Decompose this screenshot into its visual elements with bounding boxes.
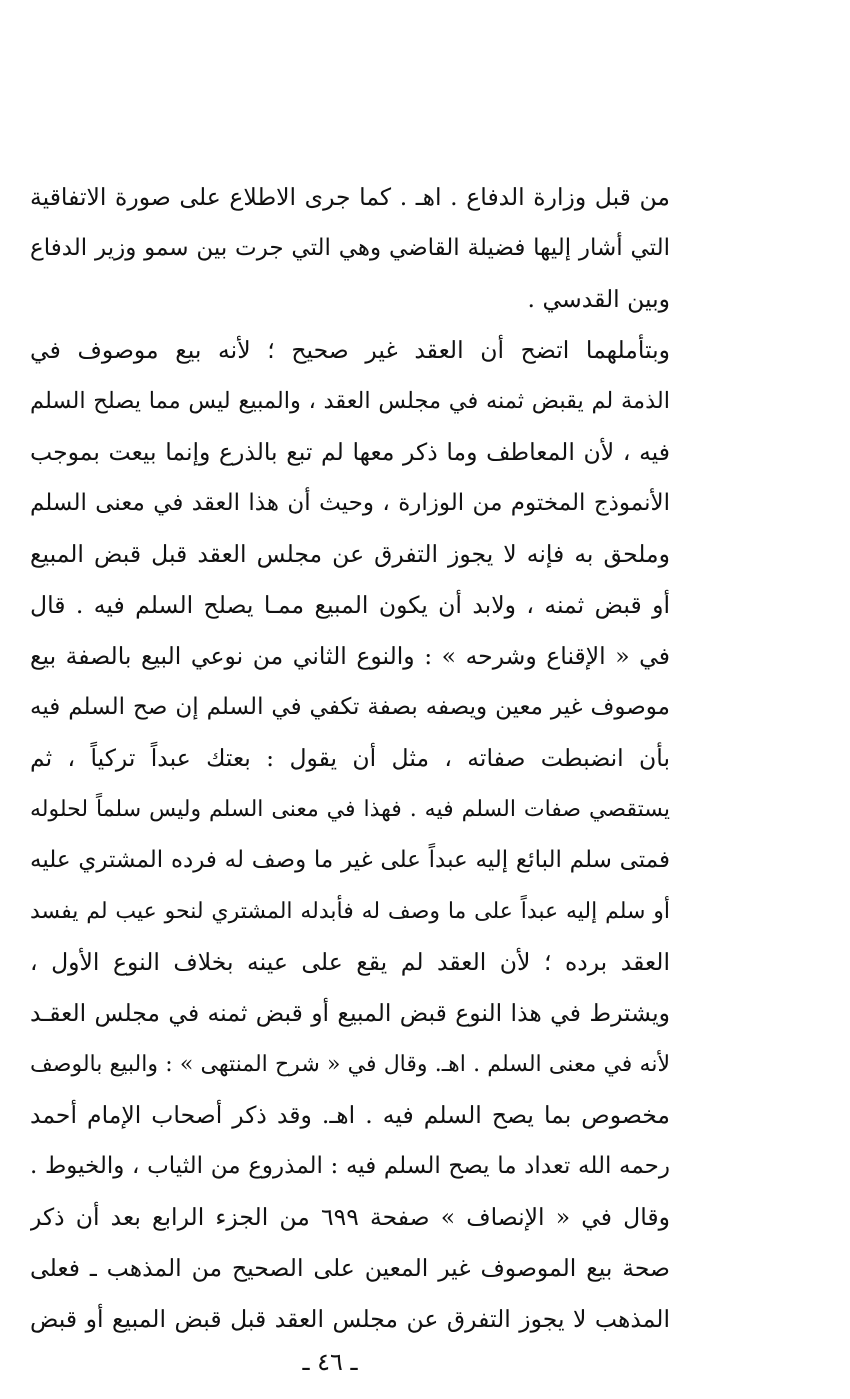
text-line: أو سلم إليه عبداً على ما وصف له فأبدله المشتري لنحو عيب لم يفسد <box>30 899 670 924</box>
text-line: مخصوص بما يصح السلم فيه . اهـ. وقد ذكر أصحاب الإمام أحمد <box>30 1101 670 1129</box>
text-line: وقال في « الإنصاف » صفحة ٦٩٩ من الجزء الرابع بعد أن ذكر <box>30 1203 670 1231</box>
text-line: من قبل وزارة الدفاع . اهـ . كما جرى الاطلاع على صورة الاتفاقية <box>30 183 670 211</box>
page-number: ـ ٤٦ ـ <box>302 1348 358 1376</box>
text-line: وبتأملهما اتضح أن العقد غير صحيح ؛ لأنه بيع موصوف في <box>30 336 670 364</box>
text-line: رحمه الله تعداد ما يصح السلم فيه : المذروع من الثياب ، والخيوط . <box>30 1153 670 1179</box>
text-line: الأنموذج المختوم من الوزارة ، وحيث أن هذا العقد في معنى السلم <box>30 490 670 516</box>
text-line: موصوف غير معين ويصفه بصفة تكفي في السلم إن صح السلم فيه <box>30 694 670 720</box>
text-line: فيه ، لأن المعاطف وما ذكر معها لم تبع بالذرع وإنما بيعت بموجب <box>30 438 670 466</box>
text-line: وبين القدسي . <box>527 285 670 313</box>
text-line: بأن انضبطت صفاته ، مثل أن يقول : بعتك عبداً تركياً ، ثم <box>30 744 670 772</box>
text-line: صحة بيع الموصوف غير المعين على الصحيح من المذهب ـ فعلى <box>30 1254 670 1282</box>
text-line: فمتى سلم البائع إليه عبداً على غير ما وصف له فرده المشتري عليه <box>30 847 670 873</box>
text-line: المذهب لا يجوز التفرق عن مجلس العقد قبل قبض المبيع أو قبض <box>30 1305 670 1333</box>
text-line: وملحق به فإنه لا يجوز التفرق عن مجلس العقد قبل قبض المبيع <box>30 540 670 568</box>
text-line: أو قبض ثمنه ، ولابد أن يكون المبيع ممـا يصلح السلم فيه . قال <box>30 591 670 619</box>
text-line: في « الإقناع وشرحه » : والنوع الثاني من نوعي البيع بالصفة بيع <box>30 642 670 670</box>
text-line: يستقصي صفات السلم فيه . فهذا في معنى السلم وليس سلماً لحلوله <box>30 797 670 822</box>
text-line: التي أشار إليها فضيلة القاضي وهي التي جرت بين سمو وزير الدفاع <box>30 235 670 261</box>
text-line: ويشترط في هذا النوع قبض المبيع أو قبض ثمنه في مجلس العقـد <box>30 999 670 1027</box>
text-line: العقد برده ؛ لأن العقد لم يقع على عينه بخلاف النوع الأول ، <box>30 948 670 976</box>
text-line: الذمة لم يقبض ثمنه في مجلس العقد ، والمبيع ليس مما يصلح السلم <box>30 388 670 414</box>
body-text <box>30 172 670 1345</box>
text-line: لأنه في معنى السلم . اهـ. وقال في « شرح المنتهى » : والبيع بالوصف <box>30 1052 670 1077</box>
